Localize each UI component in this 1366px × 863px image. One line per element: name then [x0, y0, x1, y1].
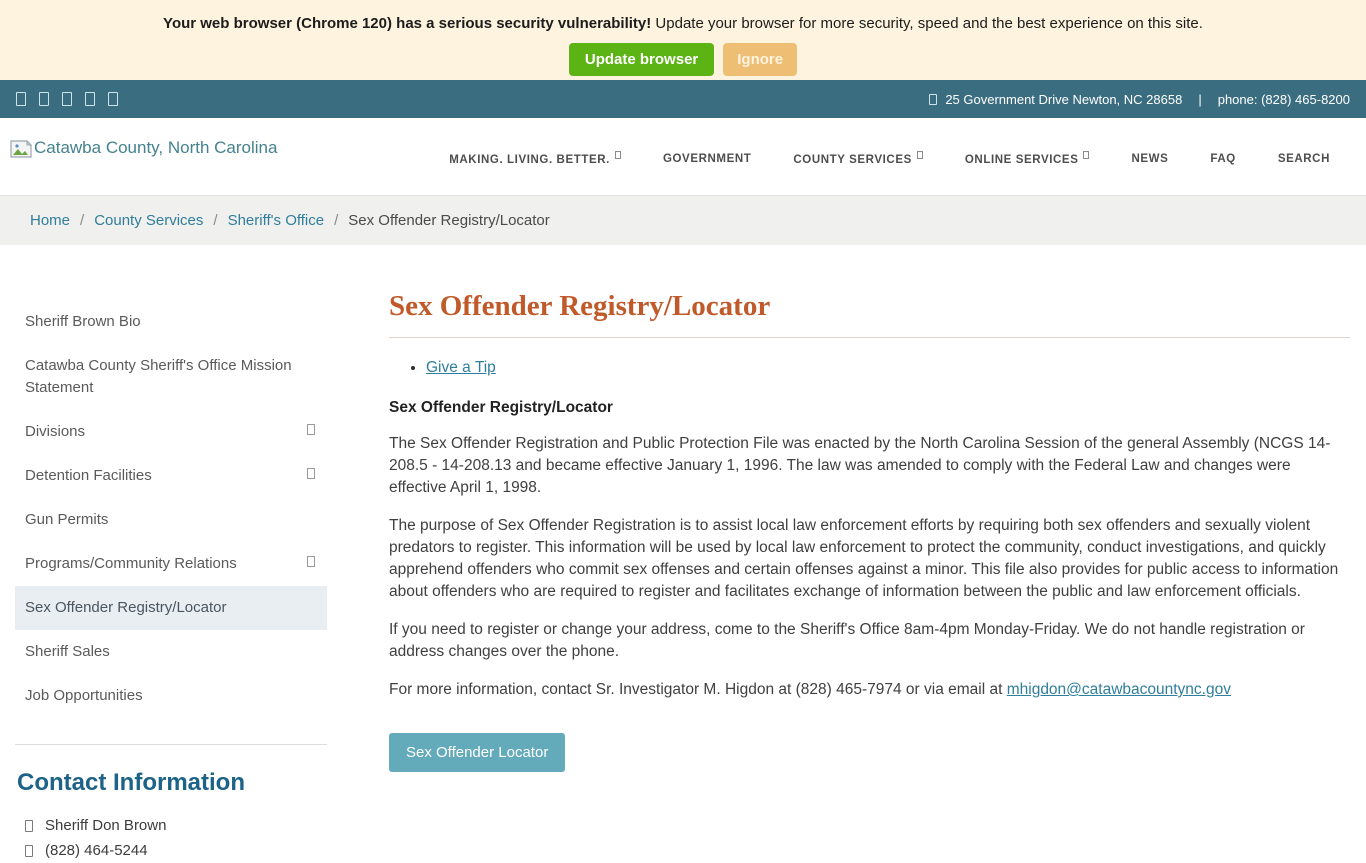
- sidebar-nav-list: [15, 300, 327, 718]
- chevron-down-icon: [917, 151, 923, 159]
- social-icon-3[interactable]: [62, 92, 72, 106]
- social-icon-2[interactable]: [39, 92, 49, 106]
- breadcrumb-separator: /: [80, 212, 85, 229]
- menu-item-search[interactable]: SEARCH: [1277, 152, 1330, 165]
- sidebar-item-sex-offender-registry[interactable]: Sex Offender Registry/Locator: [15, 586, 327, 630]
- menu-item-faq[interactable]: FAQ: [1210, 152, 1236, 165]
- breadcrumb-current-page: Sex Offender Registry/Locator: [348, 212, 550, 229]
- sidebar: [15, 300, 327, 863]
- person-icon: [25, 820, 33, 832]
- sidebar-item-divisions[interactable]: Divisions: [15, 410, 327, 454]
- contact-phone-line: (828) 464-5244: [15, 838, 327, 863]
- sidebar-item-detention-facilities[interactable]: Detention Facilities: [15, 454, 327, 498]
- tip-list: [389, 359, 1350, 377]
- menu-item-online-services[interactable]: ONLINE SERVICES: [965, 151, 1090, 166]
- broken-image-icon: [10, 140, 32, 158]
- menu-item-news[interactable]: NEWS: [1131, 152, 1169, 165]
- page-title: Sex Offender Registry/Locator: [389, 290, 771, 322]
- address-text: 25 Government Drive Newton, NC 28658: [945, 91, 1183, 107]
- sidebar-item-sheriff-brown-bio[interactable]: Sheriff Brown Bio: [25, 313, 141, 330]
- menu-item-government[interactable]: GOVERNMENT: [662, 152, 752, 165]
- page-content: [0, 245, 1366, 863]
- sidebar-divider: [15, 744, 327, 745]
- social-links: [16, 92, 118, 106]
- sidebar-item-programs-community-relations[interactable]: Programs/Community Relations: [15, 542, 327, 586]
- breadcrumb-home[interactable]: Home: [30, 212, 71, 229]
- paragraph-purpose: The purpose of Sex Offender Registration is to assist local law enforcement efforts by requiring both sex offenders and sexually violent predators to register. This information will be used by local law enforcement to protect the community, conduct investigations, and quickly apprehend offenders who commit sex offenses and certain offenses against a minor. This file also provides for public access to information about offenders who are required to register and facilitates exchange of information between the public and law enforcement officials.: [389, 517, 1339, 600]
- banner-message: [0, 15, 1366, 32]
- give-a-tip-link[interactable]: Give a Tip: [426, 359, 496, 376]
- main-navbar: [0, 118, 1366, 196]
- expand-icon[interactable]: [307, 468, 315, 479]
- breadcrumb: [0, 196, 1366, 245]
- contact-email-link[interactable]: mhigdon@catawbacountync.gov: [1006, 681, 1231, 698]
- sex-offender-locator-button[interactable]: Sex Offender Locator: [389, 733, 565, 772]
- sidebar-item-sheriff-sales[interactable]: Sheriff Sales: [25, 643, 110, 660]
- ignore-button[interactable]: Ignore: [723, 43, 797, 76]
- browser-update-banner: [0, 0, 1366, 80]
- location-icon: [929, 94, 937, 105]
- breadcrumb-county-services[interactable]: County Services: [94, 212, 204, 229]
- banner-message-rest: Update your browser for more security, speed and the best experience on this site.: [651, 15, 1203, 32]
- logo-alt-text: Catawba County, North Carolina: [34, 137, 278, 157]
- top-bar: [0, 80, 1366, 118]
- article-subheading: Sex Offender Registry/Locator: [389, 399, 613, 416]
- paragraph-registration-history: The Sex Offender Registration and Public Protection File was enacted by the North Carolina Session of the general Assembly (NCGS 14-208.5 - 14-208.13 and became effective January 1, 1996. The law was amended to comply with the Federal Law and changes were effective April 1, 1998.: [389, 435, 1331, 496]
- topbar-separator: |: [1198, 91, 1202, 107]
- chevron-down-icon: [615, 151, 621, 159]
- main-article: [389, 290, 1350, 863]
- expand-icon[interactable]: [307, 556, 315, 567]
- paragraph-more-information: For more information, contact Sr. Investigator M. Higdon at (828) 465-7974 or via email at mhigdon@catawbacountync.gov: [389, 681, 1231, 698]
- social-icon-4[interactable]: [85, 92, 95, 106]
- social-icon-5[interactable]: [108, 92, 118, 106]
- site-logo[interactable]: [10, 138, 277, 158]
- expand-icon[interactable]: [307, 424, 315, 435]
- paragraph-register-instructions: If you need to register or change your address, come to the Sheriff's Office 8am-4pm Monday-Friday. We do not handle registration or address changes over the phone.: [389, 621, 1305, 660]
- chevron-down-icon: [1083, 151, 1089, 159]
- social-icon-1[interactable]: [16, 92, 26, 106]
- banner-message-bold: Your web browser (Chrome 120) has a serious security vulnerability!: [163, 15, 652, 32]
- main-menu: [449, 151, 1350, 166]
- phone-icon: [25, 845, 33, 857]
- phone-text: phone: (828) 465-8200: [1217, 91, 1350, 107]
- breadcrumb-separator: /: [213, 212, 218, 229]
- sidebar-item-job-opportunities[interactable]: Job Opportunities: [25, 687, 143, 704]
- update-browser-button[interactable]: Update browser: [569, 43, 714, 76]
- contact-information-title: Contact Information: [17, 769, 245, 796]
- breadcrumb-sheriffs-office[interactable]: Sheriff's Office: [227, 212, 325, 229]
- menu-item-making-living-better[interactable]: MAKING. LIVING. BETTER.: [449, 151, 621, 166]
- sidebar-item-mission-statement[interactable]: Catawba County Sheriff's Office Mission Statement: [25, 357, 292, 396]
- sidebar-item-gun-permits[interactable]: Gun Permits: [25, 511, 109, 528]
- contact-sheriff-line: Sheriff Don Brown: [15, 813, 327, 838]
- title-divider: [389, 337, 1350, 338]
- breadcrumb-separator: /: [334, 212, 339, 229]
- menu-item-county-services[interactable]: COUNTY SERVICES: [793, 151, 923, 166]
